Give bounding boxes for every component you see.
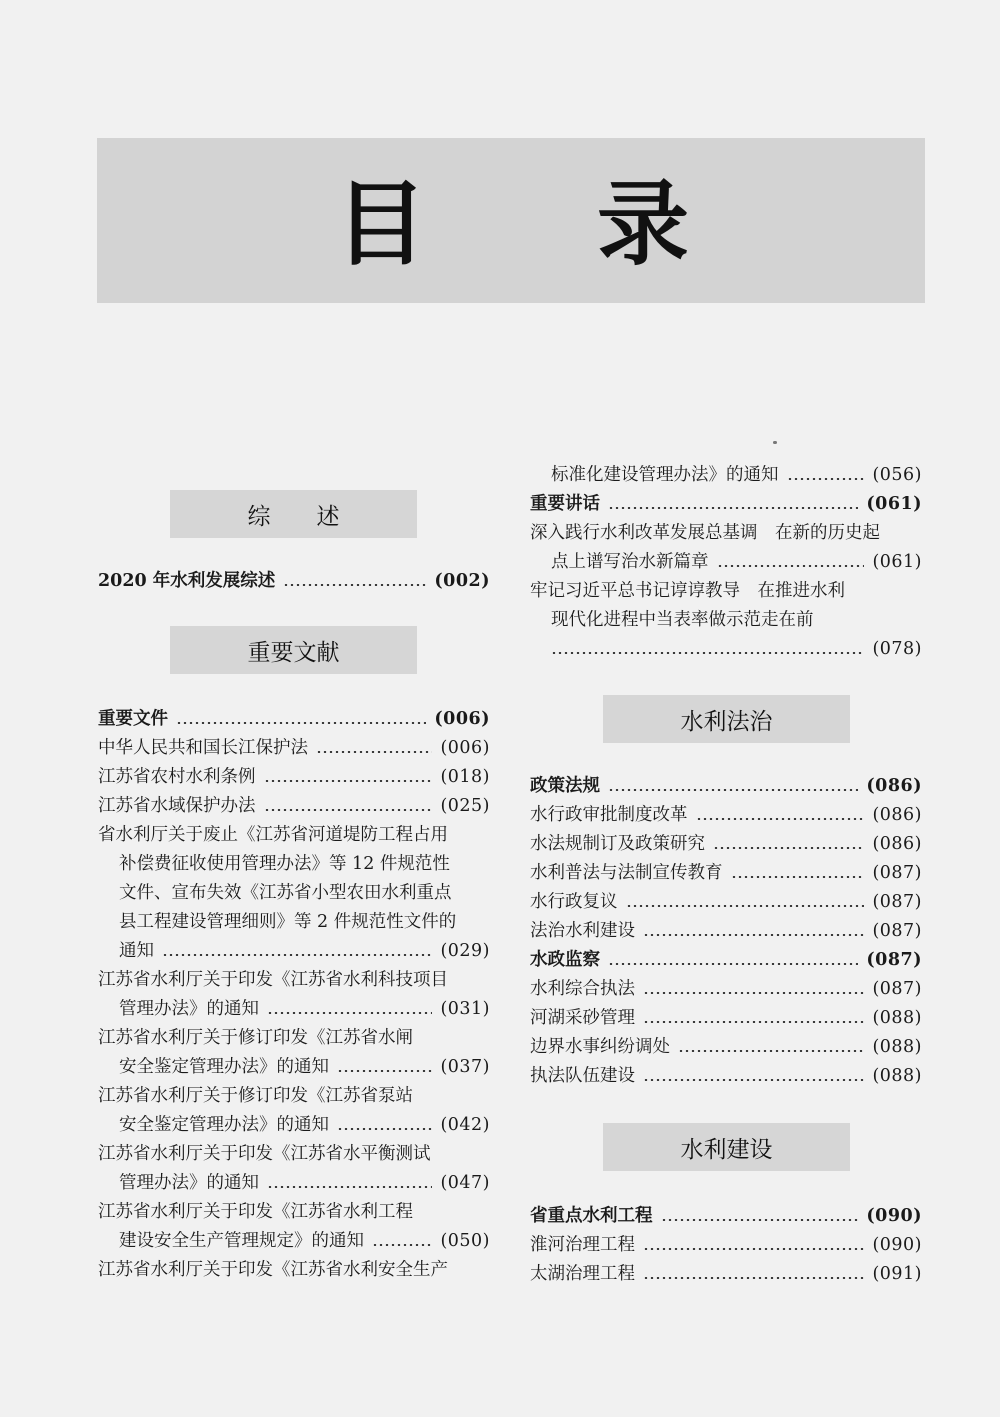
- section-documents: 重要文献: [170, 626, 417, 674]
- toc-entry: 太湖治理工程 (091): [530, 1264, 922, 1284]
- toc-entry: 重要文件 (006): [98, 709, 490, 729]
- toc-entry: 江苏省农村水利条例 (018): [98, 767, 490, 787]
- toc-entry: 水利综合执法 (087): [530, 979, 922, 999]
- toc-entry: 边界水事纠纷调处 (088): [530, 1037, 922, 1057]
- toc-entry: 安全鉴定管理办法》的通知 (042): [119, 1115, 490, 1135]
- toc-entry-text: 江苏省水利厅关于印发《江苏省水利工程: [98, 1202, 413, 1222]
- toc-entry-text: 现代化进程中当表率做示范走在前: [551, 610, 814, 630]
- toc-entry: 执法队伍建设 (088): [530, 1066, 922, 1086]
- toc-entry-text: 省水利厅关于废止《江苏省河道堤防工程占用: [98, 825, 448, 845]
- toc-entry: 水行政复议 (087): [530, 892, 922, 912]
- toc-entry: 法治水利建设 (087): [530, 921, 922, 941]
- toc-entry-text: 牢记习近平总书记谆谆教导 在推进水利: [530, 581, 845, 601]
- toc-entry-text: 江苏省水利厅关于修订印发《江苏省水闸: [98, 1028, 413, 1048]
- toc-entry: 水政监察 (087): [530, 950, 922, 970]
- toc-entry: 河湖采砂管理 (088): [530, 1008, 922, 1028]
- section-law: 水利法治: [603, 695, 850, 743]
- toc-entry: 水行政审批制度改革 (086): [530, 805, 922, 825]
- toc-entry-text: 江苏省水利厅关于印发《江苏省水利科技项目: [98, 970, 448, 990]
- toc-entry-text: 深入践行水利改革发展总基调 在新的历史起: [530, 523, 880, 543]
- toc-entry-text: 江苏省水利厅关于修订印发《江苏省泵站: [98, 1086, 413, 1106]
- toc-entry: 点上谱写治水新篇章 (061): [551, 552, 922, 572]
- toc-entry: 江苏省水域保护办法 (025): [98, 796, 490, 816]
- toc-title-char-1: 目: [335, 171, 428, 278]
- toc-entry: 省重点水利工程 (090): [530, 1206, 922, 1226]
- toc-entry-text: 江苏省水利厅关于印发《江苏省水平衡测试: [98, 1144, 431, 1164]
- toc-right-block-3: [530, 1202, 922, 1289]
- title-band: [97, 138, 925, 303]
- toc-entry-text: 文件、宣布失效《江苏省小型农田水利重点: [119, 883, 452, 903]
- toc-entry: 标准化建设管理办法》的通知 (056): [551, 465, 922, 485]
- toc-entry-text: 江苏省水利厅关于印发《江苏省水利安全生产: [98, 1260, 448, 1280]
- section-construction: 水利建设: [603, 1123, 850, 1171]
- toc-entry: 建设安全生产管理规定》的通知 (050): [119, 1231, 490, 1251]
- toc-entry-text: 县工程建设管理细则》等 2 件规范性文件的: [119, 912, 457, 932]
- toc-right-block-2: [530, 772, 922, 1091]
- toc-entry: (078): [530, 635, 922, 664]
- toc-entry: 政策法规 (086): [530, 776, 922, 796]
- toc-entry-text: 补偿费征收使用管理办法》等 12 件规范性: [119, 854, 450, 874]
- toc-entry: 通知 (029): [119, 941, 490, 961]
- toc-left-block-1: [98, 567, 490, 596]
- toc-entry: 中华人民共和国长江保护法 (006): [98, 738, 490, 758]
- toc-title-char-2: 录: [597, 171, 690, 278]
- toc-entry: 管理办法》的通知 (047): [119, 1173, 490, 1193]
- toc-entry: 2020 年水利发展综述 (002): [98, 571, 490, 591]
- toc-entry: 淮河治理工程 (090): [530, 1235, 922, 1255]
- toc-right-block-1: [530, 461, 922, 664]
- toc-entry: 安全鉴定管理办法》的通知 (037): [119, 1057, 490, 1077]
- section-overview: 综 述: [170, 490, 417, 538]
- toc-entry: 水利普法与法制宣传教育 (087): [530, 863, 922, 883]
- toc-entry: 水法规制订及政策研究 (086): [530, 834, 922, 854]
- print-speck: [773, 441, 777, 444]
- toc-entry: 重要讲话 (061): [530, 494, 922, 514]
- toc-left-block-2: [98, 705, 490, 1285]
- toc-entry: 管理办法》的通知 (031): [119, 999, 490, 1019]
